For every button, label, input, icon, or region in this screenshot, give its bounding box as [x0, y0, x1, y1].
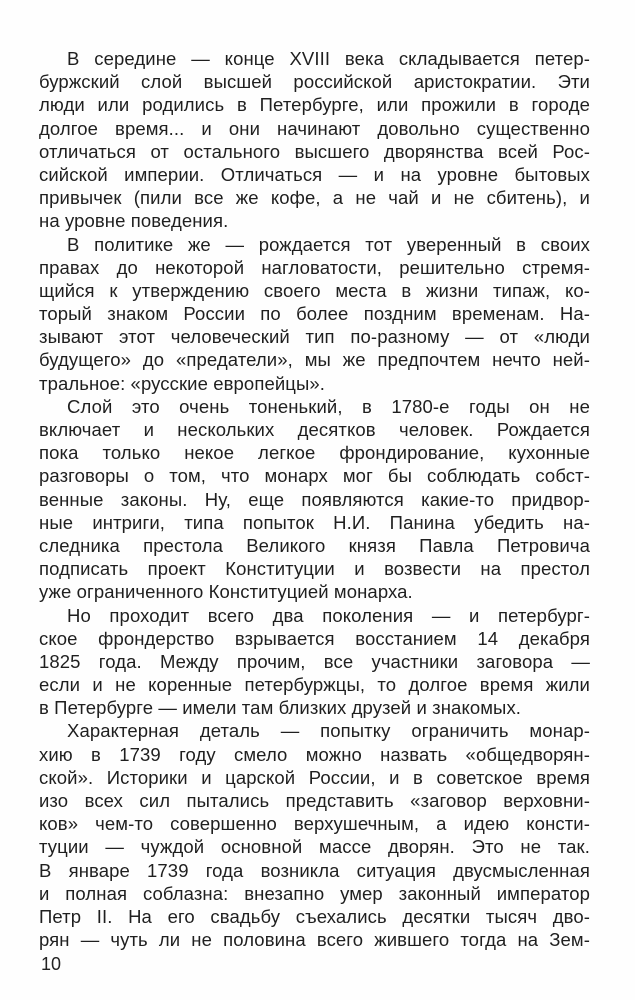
text-line: сийской империи. Отличаться — и на уровне бытовых [39, 163, 590, 185]
text-line: отличаться от остального высшего дворянства всей Рос- [39, 140, 590, 162]
paragraph [39, 604, 590, 720]
text-line: следника престола Великого князя Павла Петровича [39, 534, 590, 556]
page-text-block [39, 47, 590, 951]
paragraph [39, 233, 590, 395]
text-line: тральное: «русские европейцы». [39, 372, 325, 394]
text-line: люди или родились в Петербурге, или прожили в городе [39, 94, 590, 116]
text-line: щийся к утверждению своего места в жизни типаж, ко- [39, 279, 590, 301]
text-line: изо всех сил пытались представить «заговор верховни- [39, 790, 590, 811]
text-line: Петр II. На его свадьбу съехались десятки тысяч дво- [39, 905, 590, 927]
paragraph [39, 47, 590, 233]
text-line: В политике же — рождается тот уверенный в своих [67, 233, 590, 255]
text-line: венные законы. Ну, еще появляются какие-то придвор- [39, 488, 590, 510]
text-line: хию в 1739 году смело можно назвать «общедворян- [39, 743, 590, 765]
text-line: Но проходит всего два поколения — и петербург- [67, 604, 590, 626]
text-line: туции — чуждой основной массе дворян. Это не так. [39, 836, 590, 858]
text-line: 1825 года. Между прочим, все участники заговора — [39, 650, 590, 672]
text-line: В середине — конце XVIII века складывается петер- [67, 48, 590, 69]
text-line: ской». Историки и царской России, и в советское время [39, 766, 590, 788]
text-line: ные интриги, типа попыток Н.И. Панина убедить на- [39, 511, 590, 533]
page-number: 10 [41, 954, 62, 974]
text-line: подписать проект Конституции и возвести на престол [39, 558, 590, 580]
text-line: Характерная деталь — попытку ограничить монар- [67, 720, 590, 742]
text-line: уже ограниченного Конституцией монарха. [39, 581, 413, 603]
paragraph [39, 719, 590, 951]
text-line: если и не коренные петербуржцы, то долгое время жили [39, 674, 590, 696]
text-line: будущего» до «предатели», мы же предпочтем нечто ней- [39, 349, 590, 371]
text-line: разговоры о том, что монарх мог бы соблюдать собст- [39, 465, 590, 487]
text-line: В январе 1739 года возникла ситуация двусмысленная [39, 859, 590, 881]
text-line: включает и нескольких десятков человек. Рождается [39, 419, 590, 440]
text-line: буржский слой высшей российской аристократии. Эти [39, 71, 590, 93]
text-line: рян — чуть ли не половина всего жившего тогда на Зем- [39, 929, 590, 951]
text-line: на уровне поведения. [39, 210, 229, 232]
text-line: Слой это очень тоненький, в 1780-е годы он не [67, 395, 590, 417]
text-line: пока только некое легкое фрондирование, кухонные [39, 442, 590, 464]
text-line: ское фрондерство взрывается восстанием 14 декабря [39, 627, 590, 649]
text-line: в Петербурге — имели там близких друзей и знакомых. [39, 697, 522, 719]
text-line: зывают этот человеческий тип по-разному — от «люди [39, 326, 590, 348]
text-line: торый знаком России по более поздним временам. На- [39, 303, 590, 325]
text-line: ков» чем-то совершенно верхушечным, а идею консти- [39, 813, 590, 835]
text-line: правах до некоторой нагловатости, решительно стремя- [39, 256, 590, 278]
text-line: долгое время... и они начинают довольно существенно [39, 117, 590, 139]
paragraph [39, 395, 590, 604]
text-line: и полная соблазна: внезапно умер законный император [39, 882, 590, 904]
text-line: привычек (пили все же кофе, а не чай и не сбитень), и [39, 187, 590, 209]
